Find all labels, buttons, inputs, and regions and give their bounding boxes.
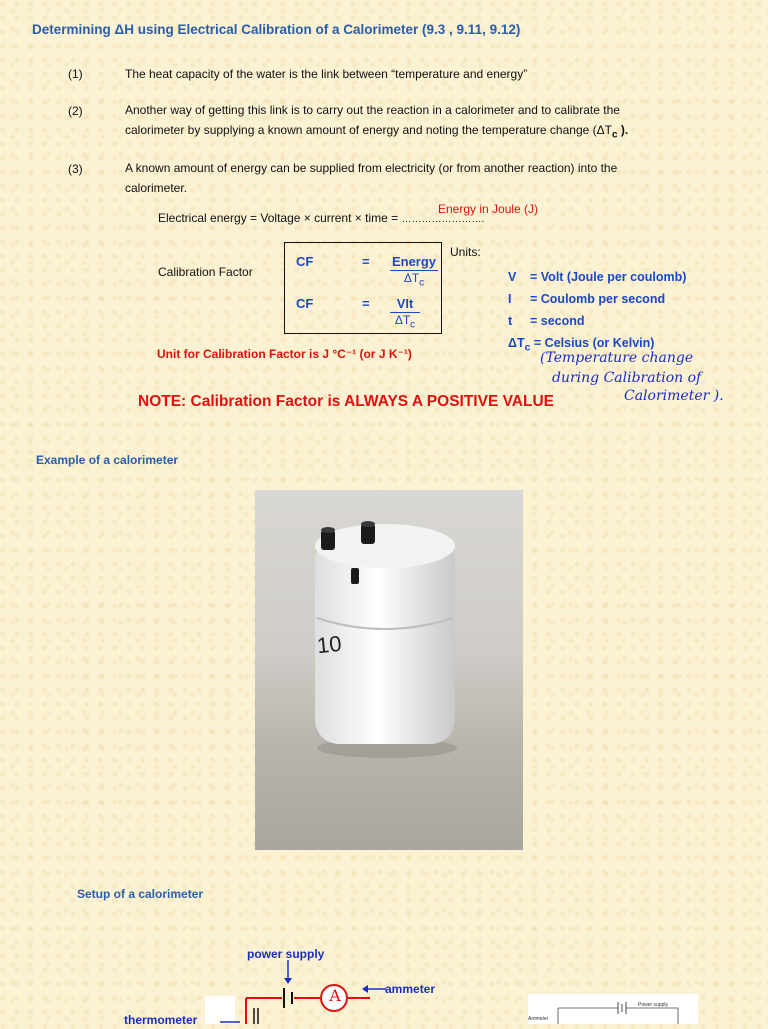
cf-label-1: CF — [296, 254, 314, 269]
unit-row-t: t = second — [508, 314, 585, 328]
electrical-energy-equation: Electrical energy = Voltage × current × time = ……………………. — [158, 211, 485, 225]
fraction-energy: Energy $\Delta T_c$ — [391, 254, 437, 289]
unit-row-dt: $\Delta T_c$ = Celsius (or Kelvin) — [508, 336, 655, 354]
units-list — [508, 266, 686, 360]
page-title: Determining ΔH using Electrical Calibration of a Calorimeter (9.3 , 9.11, 9.12) — [32, 22, 521, 37]
small-diagram-panel — [528, 994, 698, 1024]
calorimeter-photo — [255, 490, 523, 850]
item-2-line-2: calorimeter by supplying a known amount of energy and noting the temperature change ($\Delta T_c$ ). — [125, 123, 629, 141]
item-3-line-2: calorimeter. — [125, 181, 188, 195]
fraction-vit: VIt $\Delta T_c$ — [390, 296, 420, 330]
note-positive-value: NOTE: Calibration Factor is ALWAYS A POSITIVE VALUE — [138, 393, 554, 410]
handwritten-note-line-3: Calorimeter ). — [624, 388, 724, 404]
example-caption: Example of a calorimeter — [36, 453, 179, 467]
equals-2: = — [362, 296, 370, 311]
ammeter-symbol: A — [329, 986, 341, 1005]
thermometer-label: thermometer — [124, 1013, 198, 1027]
unit-row-v: V = Volt (Joule per coulomb) — [508, 270, 687, 284]
item-2-line-1: Another way of getting this link is to carry out the reaction in a calorimeter and to calibrate the — [125, 103, 620, 117]
calibration-factor-label: Calibration Factor — [158, 265, 253, 279]
small-ammeter-label: Ammeter — [528, 1016, 549, 1022]
cf-label-2: CF — [296, 296, 314, 311]
item-3-line-1: A known amount of energy can be supplied from electricity (or from another reaction) into the — [125, 161, 618, 175]
ammeter-arrow-icon — [362, 984, 386, 994]
item-text-2 — [125, 100, 695, 145]
unit-for-calibration-factor: Unit for Calibration Factor is J °C⁻¹ (or J K⁻¹) — [157, 347, 412, 361]
units-heading: Units: — [450, 245, 481, 259]
equals-1: = — [362, 254, 370, 269]
handwritten-note-line-1: (Temperature change — [540, 350, 694, 366]
handwritten-note-line-2: during Calibration of — [552, 370, 702, 386]
energy-answer: Energy in Joule (J) — [438, 202, 539, 216]
small-power-supply-label: Power supply — [638, 1002, 669, 1008]
ammeter-label: ammeter — [385, 982, 436, 996]
item-number-1: (1) — [68, 67, 83, 81]
calorimeter-label: 10 — [315, 630, 343, 659]
calorimeter-illustration — [255, 490, 523, 850]
item-number-2: (2) — [68, 104, 83, 118]
item-number-3: (3) — [68, 162, 83, 176]
item-text-3 — [125, 158, 695, 198]
power-supply-label: power supply — [247, 947, 325, 961]
small-circuit-lines — [528, 994, 698, 1024]
unit-row-i: I = Coulomb per second — [508, 292, 666, 306]
setup-caption: Setup of a calorimeter — [77, 887, 204, 901]
item-text-1: The heat capacity of the water is the link between “temperature and energy” — [125, 67, 528, 81]
